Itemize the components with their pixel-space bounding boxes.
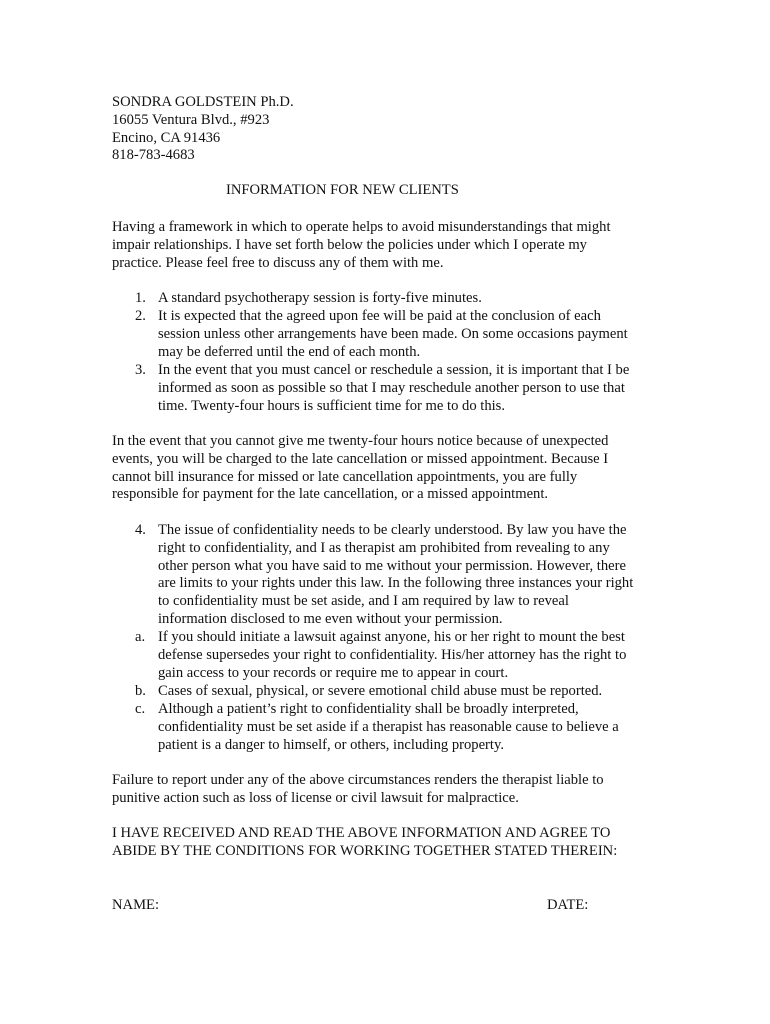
policy-line: time. Twenty-four hours is sufficient time for me to do this. [158,397,506,414]
policy-line: other person what you have said to me without your permission. However, there [158,557,626,574]
list-marker: 1. [135,290,146,306]
letterhead [112,94,657,165]
intro-line: practice. Please feel free to discuss any of them with me. [112,254,444,271]
policy-line: Although a patient’s right to confidentiality shall be broadly interpreted, [158,701,579,717]
cancellation-line: responsible for payment for the late cancellation, or a missed appointment. [112,486,549,503]
policy-text [158,290,668,308]
policy-line: to confidentiality must be set aside, and I am required by law to reveal [158,593,569,610]
list-marker: a. [135,629,146,645]
policy-text [158,362,668,415]
policy-line: It is expected that the agreed upon fee will be paid at the conclusion of each [158,308,601,324]
policy-line: defense supersedes your right to confidentiality. His/her attorney has the right to [158,646,627,663]
policy-line: patient is a danger to himself, or others, including property. [158,736,504,753]
letterhead-phone: 818-783-4683 [112,147,195,164]
policy-line: If you should initiate a lawsuit against anyone, his or her right to mount the best [158,629,625,645]
document-title: INFORMATION FOR NEW CLIENTS [226,182,459,198]
policy-line: information disclosed to me even without your permission. [158,610,503,627]
failure-line: Failure to report under any of the above circumstances renders the therapist liable to [112,772,604,788]
policy-line: session unless other arrangements have been made. On some occasions payment [158,325,628,342]
list-marker: 2. [135,308,146,324]
policy-line: Cases of sexual, physical, or severe emotional child abuse must be reported. [158,683,603,699]
policy-line: In the event that you must cancel or reschedule a session, it is important that I be [158,362,630,378]
policy-line: A standard psychotherapy session is forty-five minutes. [158,290,482,306]
policy-line: may be deferred until the end of each month. [158,343,421,360]
policy-line: right to confidentiality, and I as therapist am prohibited from revealing to any [158,539,610,556]
cancellation-paragraph [112,433,657,504]
cancellation-line: events, you will be charged to the late cancellation or missed appointment. Because I [112,450,609,467]
intro-line: impair relationships. I have set forth below the policies under which I operate my [112,236,587,253]
agreement-line: ABIDE BY THE CONDITIONS FOR WORKING TOGETHER STATED THEREIN: [112,842,618,859]
policy-line: are limits to your rights under this law. In the following three instances your right [158,575,634,592]
letterhead-name: SONDRA GOLDSTEIN Ph.D. [112,94,294,110]
list-marker: 3. [135,362,146,378]
list-marker: 4. [135,522,146,538]
intro-paragraph [112,219,657,272]
policy-text [158,308,668,361]
policy-text [158,629,668,682]
intro-line: Having a framework in which to operate helps to avoid misunderstandings that might [112,219,611,235]
list-marker: b. [135,683,146,699]
letterhead-street: 16055 Ventura Blvd., #923 [112,111,270,128]
policy-line: The issue of confidentiality needs to be clearly understood. By law you have the [158,522,627,538]
policy-text [158,522,668,629]
policy-text [158,701,668,754]
cancellation-line: cannot bill insurance for missed or late cancellation appointments, you are fully [112,468,578,485]
agreement-line: I HAVE RECEIVED AND READ THE ABOVE INFORMATION AND AGREE TO [112,825,611,841]
failure-paragraph [112,772,657,808]
agreement-statement [112,825,657,861]
list-marker: c. [135,701,146,717]
name-label: NAME: [112,897,160,913]
cancellation-line: In the event that you cannot give me twenty-four hours notice because of unexpected [112,433,609,449]
letterhead-city: Encino, CA 91436 [112,129,221,146]
failure-line: punitive action such as loss of license or civil lawsuit for malpractice. [112,789,519,806]
policy-line: confidentiality must be set aside if a therapist has reasonable cause to believe a [158,718,619,735]
policy-line: gain access to your records or require me to appear in court. [158,664,509,681]
policy-text [158,683,668,701]
policy-line: informed as soon as possible so that I may reschedule another person to use that [158,379,625,396]
date-label: DATE: [547,897,589,913]
